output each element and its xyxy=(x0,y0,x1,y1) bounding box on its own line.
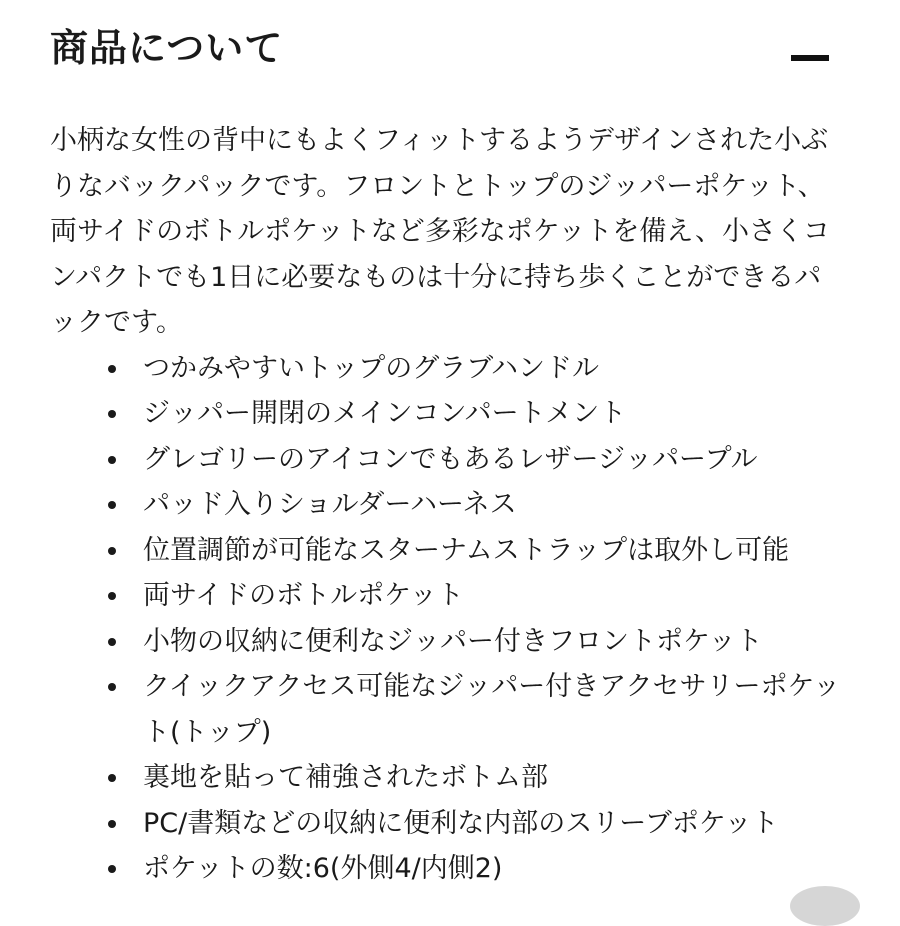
list-item xyxy=(50,482,843,528)
list-item xyxy=(50,391,843,437)
feature-text: つかみやすいトップのグラブハンドル xyxy=(143,352,600,384)
list-item xyxy=(50,528,843,574)
feature-text: 裏地を貼って補強されたボトム部 xyxy=(143,762,548,793)
feature-list xyxy=(50,346,850,892)
list-item xyxy=(50,619,843,665)
feature-text: グレゴリーのアイコンでもあるレザージッパープル xyxy=(143,443,758,475)
product-details xyxy=(50,118,850,892)
bullet-icon xyxy=(108,820,116,828)
feature-text: クイックアクセス可能なジッパー付きアクセサリーポケット(トップ) xyxy=(143,671,841,748)
feature-text: 両サイドのボトルポケット xyxy=(143,580,464,611)
bullet-icon xyxy=(108,683,116,691)
list-item xyxy=(50,755,843,801)
bullet-icon xyxy=(108,456,116,464)
bullet-icon xyxy=(108,592,116,600)
feature-text: パッド入りショルダーハーネス xyxy=(143,489,517,520)
list-item xyxy=(50,801,843,847)
partial-overlay-shape xyxy=(790,886,860,926)
list-item xyxy=(50,346,843,392)
bullet-icon xyxy=(108,365,116,373)
list-item xyxy=(50,846,843,892)
bullet-icon xyxy=(108,501,116,509)
bullet-icon xyxy=(108,638,116,646)
feature-text: PC/書類などの収納に便利な内部のスリーブポケット xyxy=(143,807,779,839)
feature-text: 小物の収納に便利なジッパー付きフロントポケット xyxy=(143,625,763,657)
section-title: 商品について xyxy=(50,26,284,70)
product-description: 小柄な女性の背中にもよくフィットするようデザインされた小ぶりなバックパックです。フロントとトップのジッパーポケット、両サイドのボトルポケットなど多彩なポケットを備え、小さくコンパクトでも1日に必要なものは十分に持ち歩くことができるパックです。 xyxy=(50,125,831,338)
bullet-icon xyxy=(108,547,116,555)
minus-icon xyxy=(791,55,829,61)
list-item xyxy=(50,437,843,483)
feature-text: 位置調節が可能なスターナムストラップは取外し可能 xyxy=(143,534,790,566)
list-item xyxy=(50,664,843,755)
feature-text: ジッパー開閉のメインコンパートメント xyxy=(143,398,627,429)
list-item xyxy=(50,573,843,619)
feature-text: ポケットの数:6(外側4/内側2) xyxy=(143,853,503,884)
bullet-icon xyxy=(108,410,116,418)
bullet-icon xyxy=(108,774,116,782)
bullet-icon xyxy=(108,865,116,873)
section-header[interactable] xyxy=(0,0,900,100)
collapse-button[interactable] xyxy=(784,40,836,76)
